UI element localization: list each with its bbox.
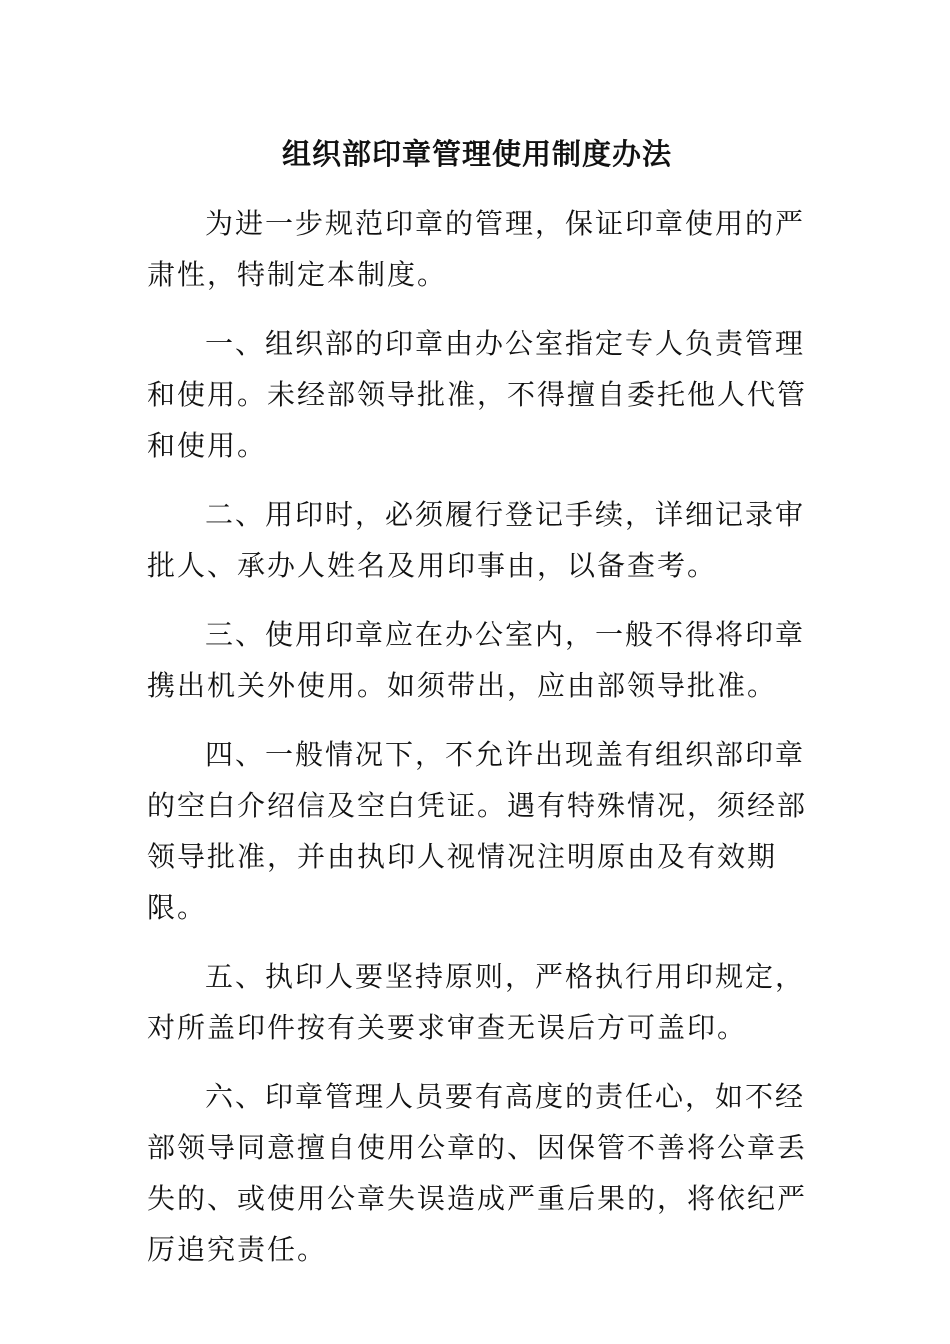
- document-content: [147, 134, 807, 1275]
- rule-paragraph-3: 三、使用印章应在办公室内，一般不得将印章携出机关外使用。如须带出，应由部领导批准。: [147, 618, 806, 702]
- intro-paragraph: 为进一步规范印章的管理，保证印章使用的严肃性，特制定本制度。: [147, 207, 806, 291]
- rule-paragraph-6: 六、印章管理人员要有高度的责任心，如不经部领导同意擅自使用公章的、因保管不善将公章丢失的、或使用公章失误造成严重后果的，将依纪严厉追究责任。: [147, 1080, 808, 1266]
- rule-paragraph-5: 五、执印人要坚持原则，严格执行用印规定，对所盖印件按有关要求审查无误后方可盖印。: [147, 960, 806, 1044]
- rule-paragraph-2: 二、用印时，必须履行登记手续，详细记录审批人、承办人姓名及用印事由，以备查考。: [147, 498, 806, 582]
- rule-paragraph-1: 一、组织部的印章由办公室指定专人负责管理和使用。未经部领导批准，不得擅自委托他人代管和使用。: [147, 327, 808, 462]
- document-title: 组织部印章管理使用制度办法: [281, 137, 672, 171]
- rule-paragraph-4: 四、一般情况下，不允许出现盖有组织部印章的空白介绍信及空白凭证。遇有特殊情况，须经部领导批准，并由执印人视情况注明原由及有效期限。: [147, 738, 808, 924]
